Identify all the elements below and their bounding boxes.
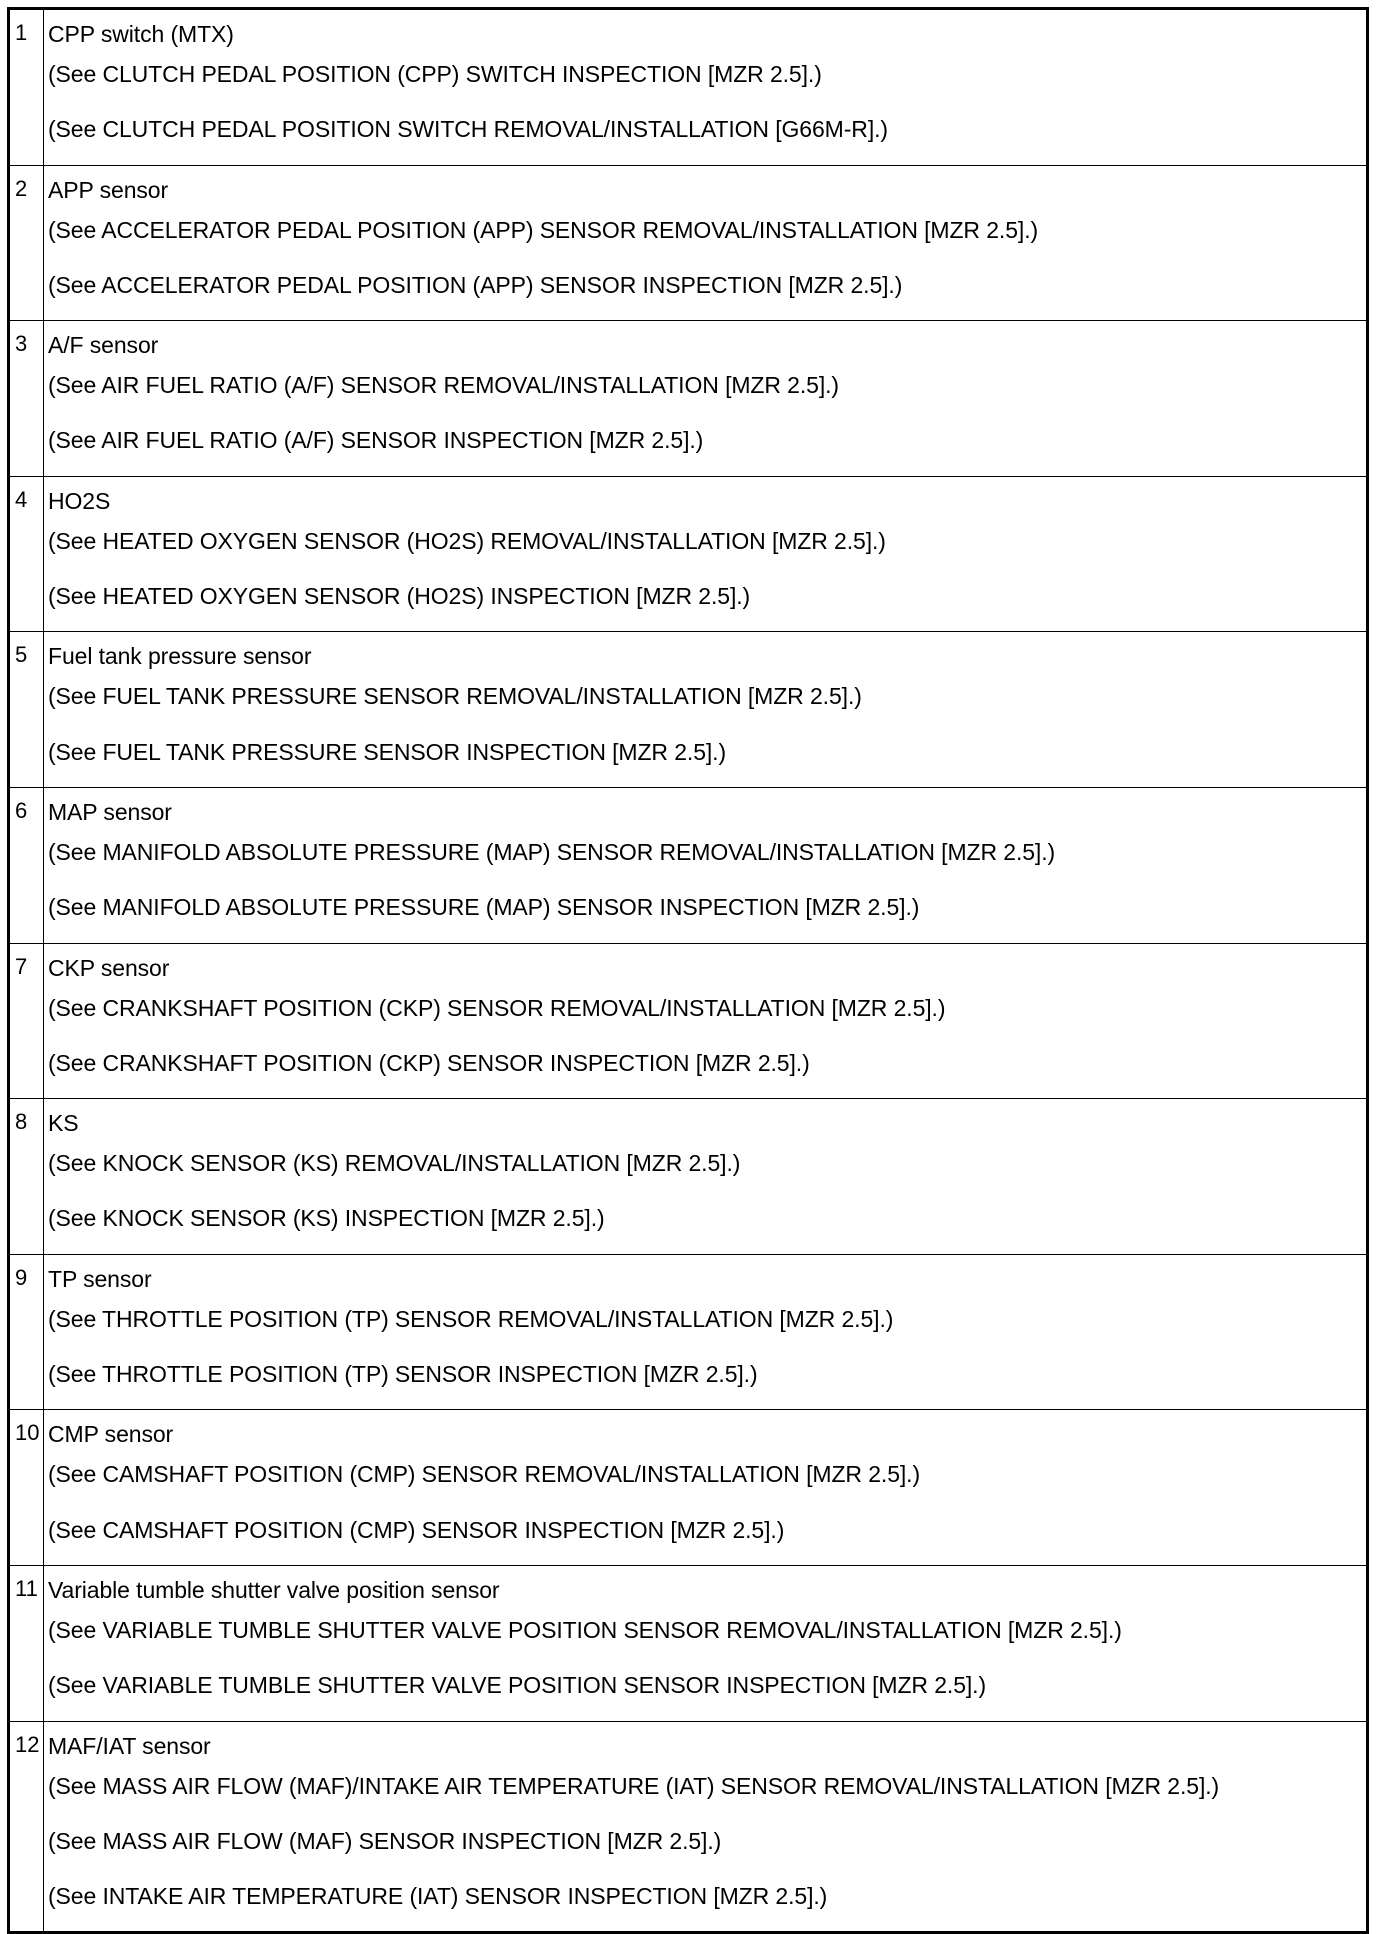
item-number: 12 [9,1721,44,1933]
parts-table-body [9,9,1368,1933]
procedure-reference-link[interactable]: (See KNOCK SENSOR (KS) REMOVAL/INSTALLATION [MZR 2.5].) [48,1150,741,1177]
item-number: 5 [9,632,44,788]
procedure-reference-link[interactable]: (See AIR FUEL RATIO (A/F) SENSOR REMOVAL/INSTALLATION [MZR 2.5].) [48,372,839,399]
table-row [9,632,1368,788]
table-row [9,9,1368,166]
table-row [9,476,1368,632]
procedure-reference-link[interactable]: (See CAMSHAFT POSITION (CMP) SENSOR REMOVAL/INSTALLATION [MZR 2.5].) [48,1461,921,1488]
item-number: 1 [9,9,44,166]
table-row [9,1099,1368,1255]
procedure-reference-link[interactable]: (See CRANKSHAFT POSITION (CKP) SENSOR REMOVAL/INSTALLATION [MZR 2.5].) [48,994,946,1021]
item-number: 11 [9,1565,44,1721]
item-description [44,321,1368,477]
procedure-reference-link[interactable]: (See KNOCK SENSOR (KS) INSPECTION [MZR 2.5].) [48,1205,605,1232]
table-row [9,1410,1368,1566]
item-description [44,1254,1368,1410]
part-name: CPP switch (MTX) [48,21,234,47]
procedure-reference-link[interactable]: (See INTAKE AIR TEMPERATURE (IAT) SENSOR INSPECTION [MZR 2.5].) [48,1883,828,1910]
part-name: TP sensor [48,1265,152,1292]
item-description [44,943,1368,1099]
item-description [44,787,1368,943]
procedure-reference-link[interactable]: (See FUEL TANK PRESSURE SENSOR REMOVAL/INSTALLATION [MZR 2.5].) [48,683,862,710]
item-number: 3 [9,321,44,477]
item-number: 4 [9,476,44,632]
procedure-reference-link[interactable]: (See MASS AIR FLOW (MAF) SENSOR INSPECTION [MZR 2.5].) [48,1827,722,1854]
part-name: HO2S [48,487,111,514]
table-row [9,165,1368,321]
item-description [44,1410,1368,1566]
parts-reference-table [7,7,1369,1934]
procedure-reference-link[interactable]: (See MASS AIR FLOW (MAF)/INTAKE AIR TEMPERATURE (IAT) SENSOR REMOVAL/INSTALLATION [MZR 2.5].) [48,1772,1220,1799]
item-number: 2 [9,165,44,321]
item-description [44,165,1368,321]
item-description [44,1721,1368,1933]
part-name: Fuel tank pressure sensor [48,643,312,670]
procedure-reference-link[interactable]: (See AIR FUEL RATIO (A/F) SENSOR INSPECTION [MZR 2.5].) [48,427,704,454]
procedure-reference-link[interactable]: (See THROTTLE POSITION (TP) SENSOR INSPECTION [MZR 2.5].) [48,1361,758,1388]
procedure-reference-link[interactable]: (See VARIABLE TUMBLE SHUTTER VALVE POSITION SENSOR INSPECTION [MZR 2.5].) [48,1672,987,1699]
part-name: KS [48,1110,79,1137]
part-name: Variable tumble shutter valve position sensor [48,1576,500,1603]
procedure-reference-link[interactable]: (See ACCELERATOR PEDAL POSITION (APP) SENSOR REMOVAL/INSTALLATION [MZR 2.5].) [48,216,1039,243]
part-name: A/F sensor [48,332,159,359]
table-row [9,943,1368,1099]
procedure-reference-link[interactable]: (See ACCELERATOR PEDAL POSITION (APP) SENSOR INSPECTION [MZR 2.5].) [48,271,903,298]
part-name: MAF/IAT sensor [48,1732,211,1759]
item-number: 9 [9,1254,44,1410]
item-description [44,9,1368,166]
parts-reference-sheet [7,7,1369,1910]
table-row [9,1721,1368,1933]
procedure-reference-link[interactable]: (See FUEL TANK PRESSURE SENSOR INSPECTION [MZR 2.5].) [48,738,727,765]
item-description [44,632,1368,788]
table-row [9,1565,1368,1721]
procedure-reference-link[interactable]: (See MANIFOLD ABSOLUTE PRESSURE (MAP) SENSOR INSPECTION [MZR 2.5].) [48,894,920,921]
procedure-reference-link[interactable]: (See CLUTCH PEDAL POSITION (CPP) SWITCH INSPECTION [MZR 2.5].) [48,61,822,87]
procedure-reference-link[interactable]: (See CLUTCH PEDAL POSITION SWITCH REMOVAL/INSTALLATION [G66M-R].) [48,116,888,143]
procedure-reference-link[interactable]: (See VARIABLE TUMBLE SHUTTER VALVE POSITION SENSOR REMOVAL/INSTALLATION [MZR 2.5].) [48,1616,1122,1643]
item-number: 8 [9,1099,44,1255]
procedure-reference-link[interactable]: (See CAMSHAFT POSITION (CMP) SENSOR INSPECTION [MZR 2.5].) [48,1516,785,1543]
part-name: APP sensor [48,176,169,203]
part-name: MAP sensor [48,798,172,825]
item-description [44,1565,1368,1721]
item-description [44,1099,1368,1255]
procedure-reference-link[interactable]: (See MANIFOLD ABSOLUTE PRESSURE (MAP) SENSOR REMOVAL/INSTALLATION [MZR 2.5].) [48,838,1056,865]
part-name: CMP sensor [48,1421,174,1448]
table-row [9,787,1368,943]
procedure-reference-link[interactable]: (See CRANKSHAFT POSITION (CKP) SENSOR INSPECTION [MZR 2.5].) [48,1049,810,1076]
item-description [44,476,1368,632]
item-number: 7 [9,943,44,1099]
procedure-reference-link[interactable]: (See THROTTLE POSITION (TP) SENSOR REMOVAL/INSTALLATION [MZR 2.5].) [48,1305,894,1332]
table-row [9,321,1368,477]
table-row [9,1254,1368,1410]
procedure-reference-link[interactable]: (See HEATED OXYGEN SENSOR (HO2S) INSPECTION [MZR 2.5].) [48,583,751,610]
procedure-reference-link[interactable]: (See HEATED OXYGEN SENSOR (HO2S) REMOVAL/INSTALLATION [MZR 2.5].) [48,527,886,554]
part-name: CKP sensor [48,954,170,981]
item-number: 10 [9,1410,44,1566]
item-number: 6 [9,787,44,943]
